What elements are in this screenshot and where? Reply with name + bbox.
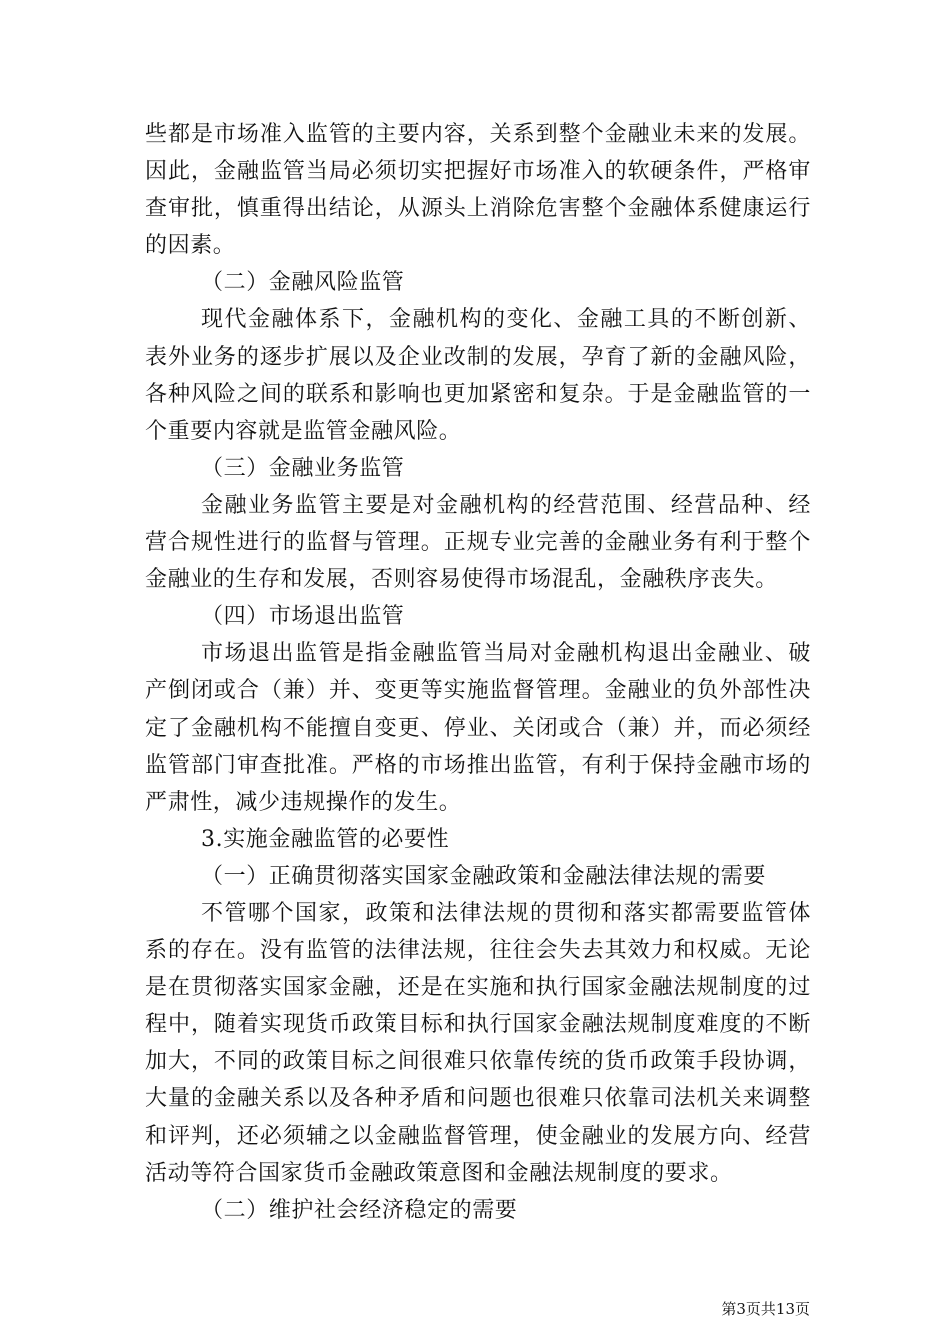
paragraph-market-exit: 市场退出监管是指金融监管当局对金融机构退出金融业、破产倒闭或合（兼）并、变更等实施监督管理。金融业的负外部性决定了金融机构不能擅自变更、停业、关闭或合（兼）并，而必须经监管部门审查批准。严格的市场推出监管，有利于保持金融市场的严肃性，减少违规操作的发生。 (145, 641, 811, 815)
paragraph-policy-implementation: 不管哪个国家，政策和法律法规的贯彻和落实都需要监管体系的存在。没有监管的法律法规，往往会失去其效力和权威。无论是在贯彻落实国家金融，还是在实施和执行国家金融法规制度的过程中，随着实现货币政策目标和执行国家金融法规制度难度的不断加大，不同的政策目标之间很难只依靠传统的货币政策手段协调，大量的金融关系以及各种矛盾和问题也很难只依靠司法机关来调整和评判，还必须辅之以金融监督管理，使金融业的发展方向、经营活动等符合国家货币金融政策意图和金融法规制度的要求。 (145, 900, 811, 1186)
heading-necessity-of-supervision: 3.实施金融监管的必要性 (201, 826, 450, 852)
document-body (145, 116, 811, 1229)
paragraph-market-entry-continued: 些都是市场准入监管的主要内容，关系到整个金融业未来的发展。因此，金融监管当局必须切实把握好市场准入的软硬条件，严格审查审批，慎重得出结论，从源头上消除危害整个金融体系健康运行的因素。 (145, 122, 811, 259)
heading-financial-risk-supervision: （二）金融风险监管 (201, 270, 405, 296)
heading-financial-business-supervision: （三）金融业务监管 (201, 455, 405, 481)
heading-market-exit-supervision: （四）市场退出监管 (201, 604, 405, 630)
paragraph-financial-risk: 现代金融体系下，金融机构的变化、金融工具的不断创新、表外业务的逐步扩展以及企业改制的发展，孕育了新的金融风险，各种风险之间的联系和影响也更加紧密和复杂。于是金融监管的一个重要内容就是监管金融风险。 (145, 307, 811, 444)
page-number-footer: 第3页共13页 (721, 1300, 810, 1318)
heading-policy-implementation-need: （一）正确贯彻落实国家金融政策和金融法律法规的需要 (201, 863, 767, 889)
paragraph-financial-business: 金融业务监管主要是对金融机构的经营范围、经营品种、经营合规性进行的监督与管理。正规专业完善的金融业务有利于整个金融业的生存和发展，否则容易使得市场混乱，金融秩序丧失。 (145, 492, 811, 593)
heading-economic-stability-need: （二）维护社会经济稳定的需要 (201, 1197, 518, 1223)
